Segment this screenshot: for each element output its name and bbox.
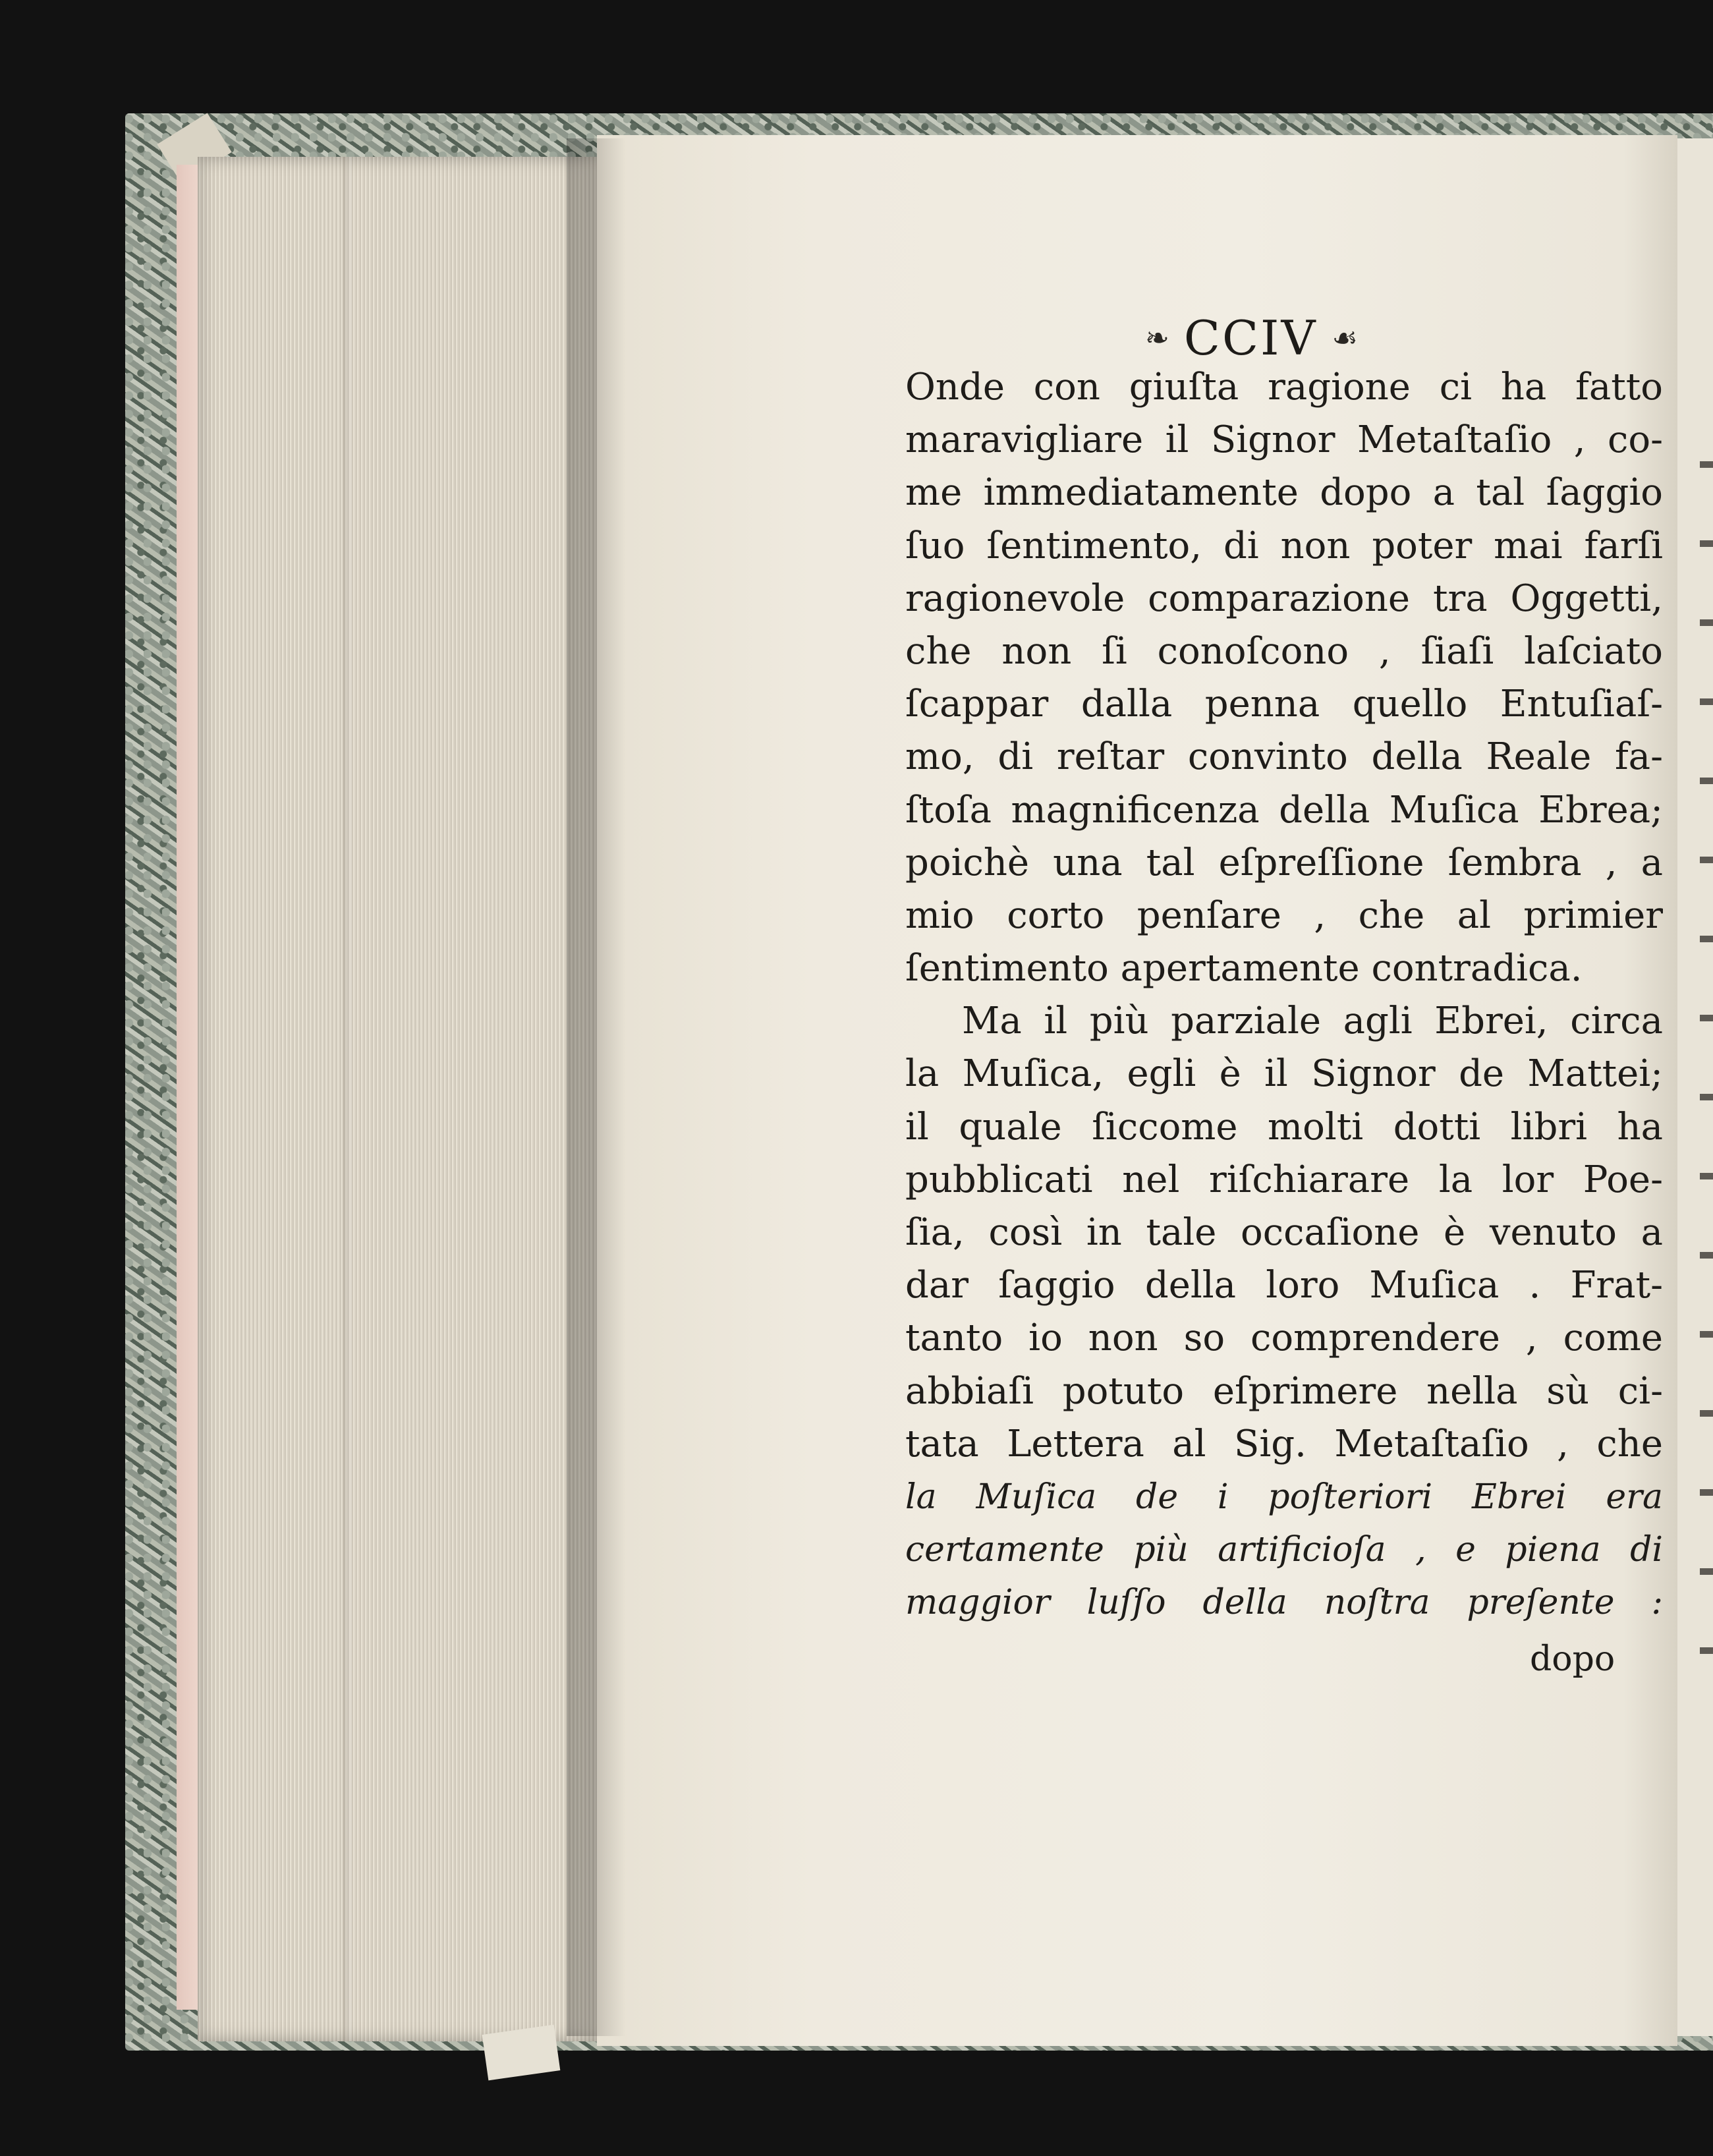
text-line: poichè una tal eſpreſſione ſembra , a: [905, 841, 1663, 884]
text-line: abbiaſi potuto eſprimere nella sù ci-: [905, 1369, 1663, 1413]
paper-stub: [482, 2025, 561, 2081]
facing-page-bleed-marks: [1700, 422, 1713, 1674]
text-line: che non ſi conoſcono , ſiaſi laſciato: [905, 629, 1663, 673]
text-line: ſia, così in tale occaſione è venuto a: [905, 1211, 1663, 1254]
text-line: ſentimento apertamente contradica.: [905, 947, 1583, 990]
body-text: [905, 361, 1663, 1630]
text-line: la Muſica, egli è il Signor de Mattei;: [905, 1052, 1663, 1096]
text-line-italic: certamente più artificioſa , e piena di: [905, 1530, 1663, 1570]
text-line-italic: la Muſica de i poſteriori Ebrei era: [905, 1477, 1663, 1517]
text-line: dar ſaggio della loro Muſica . Frat-: [905, 1264, 1663, 1307]
text-line: maravigliare il Signor Metaſtaſio , co-: [905, 418, 1663, 462]
running-head: [1145, 308, 1358, 368]
ornament-right-icon: ☙: [1332, 321, 1358, 355]
page-number: CCIV: [1183, 310, 1318, 366]
text-line: Onde con giuſta ragione ci ha fatto: [905, 366, 1663, 409]
text-line: il quale ſiccome molti dotti libri ha: [905, 1105, 1663, 1149]
catchword: dopo: [1530, 1639, 1615, 1679]
text-line: me immediatamente dopo a tal ſaggio: [905, 471, 1663, 515]
text-line: ſtoſa magnificenza della Muſica Ebrea;: [905, 788, 1663, 832]
text-line: ſcappar dalla penna quello Entuſiaſ-: [905, 683, 1663, 726]
gutter-shadow: [567, 138, 626, 2036]
text-line: pubblicati nel riſchiarare la lor Poe-: [905, 1158, 1663, 1201]
text-line-italic: maggior luſſo della noſtra preſente :: [905, 1583, 1663, 1623]
text-line: mio corto penſare , che al primier: [905, 894, 1663, 937]
text-line: ragionevole comparazione tra Oggetti,: [905, 577, 1663, 620]
text-line: Ma il più parziale agli Ebrei, circa: [962, 1000, 1663, 1043]
text-line: mo, di reſtar convinto della Reale fa-: [905, 735, 1663, 779]
text-line: tata Lettera al Sig. Metaſtaſio , che: [905, 1422, 1663, 1465]
ornament-left-icon: ❧: [1145, 321, 1169, 355]
page-block-fore-edge: [198, 157, 601, 2041]
text-line: tanto io non so comprendere , come: [905, 1317, 1663, 1360]
page-block-divider: [343, 157, 352, 2041]
text-line: ſuo ſentimento, di non poter mai farſi: [905, 524, 1663, 567]
